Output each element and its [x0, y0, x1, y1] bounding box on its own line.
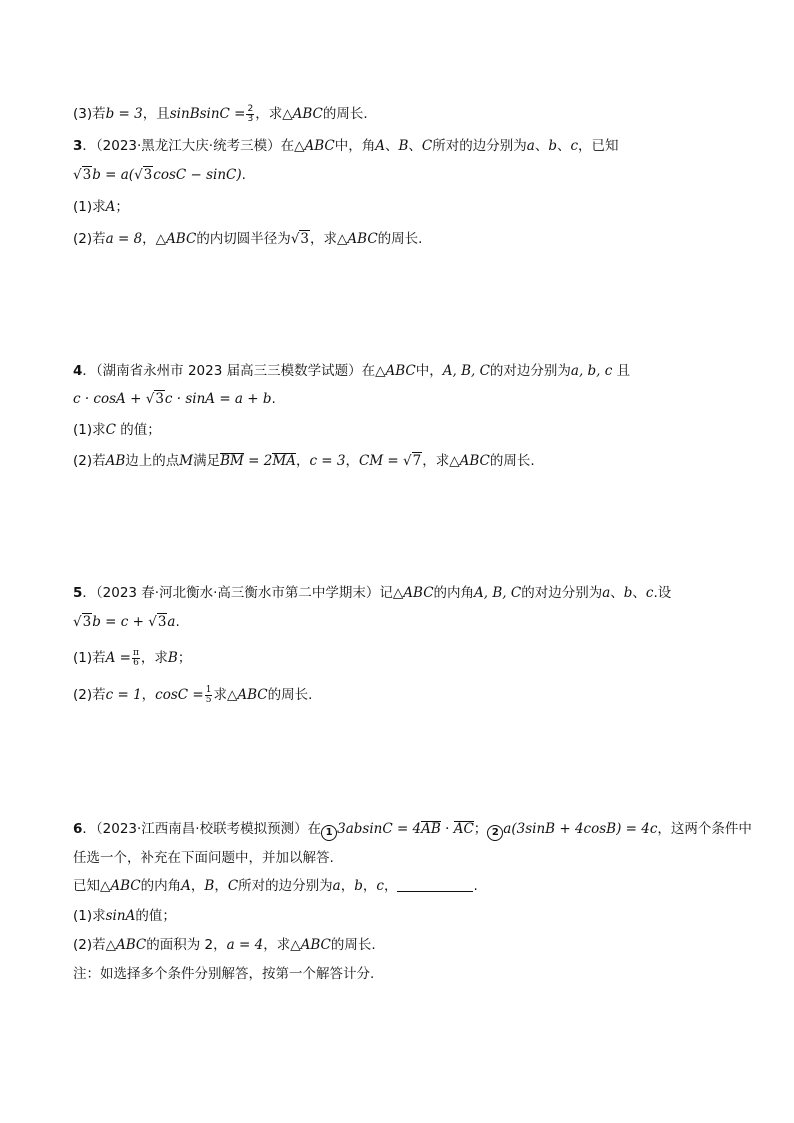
- problem-3-statement: 3．（2023·黑龙江大庆·统考三模）在△ABC中，角A、B、C所对的边分别为a、b、c，已知: [73, 138, 619, 154]
- problem-4-part-1: (1)求C 的值；: [73, 422, 161, 438]
- vector: AB: [421, 821, 441, 837]
- problem-3-equation: √3b = a(√3cosC − sinC).: [73, 167, 246, 183]
- problem-6-note: 注：如选择多个条件分别解答，按第一个解答计分.: [73, 966, 375, 982]
- circled-number-1: 1: [321, 825, 337, 841]
- problem-6-line-2: 任选一个，补充在下面问题中，并加以解答.: [73, 850, 334, 866]
- circled-number-2: 2: [487, 825, 503, 841]
- vector: MA: [272, 453, 296, 469]
- answer-blank[interactable]: [397, 878, 473, 892]
- problem-5-part-2: (2)若c = 1，cosC = $\frac{1}{5}$ 求△ABC的周长.: [73, 684, 313, 705]
- problem-2-part-3: (3)若b = 3，且sinBsinC = $\frac{2}{3}$ ，求△ABC的周长.: [73, 103, 368, 124]
- problem-5-equation: √3b = c + √3a.: [73, 614, 180, 630]
- problem-number: 3: [73, 138, 83, 154]
- problem-number: 6: [73, 821, 83, 837]
- fraction: $\frac{\pi}{6}$: [132, 647, 139, 668]
- problem-5-part-1: (1)若A = $\frac{\pi}{6}$ ，求B；: [73, 647, 192, 668]
- math-expression: b = 3: [105, 106, 143, 122]
- problem-5-statement: 5．（2023 春·河北衡水·高三衡水市第二中学期末）记△ABC的内角A, B, C的对边分别为a、b、c.设: [73, 585, 672, 601]
- problem-number: 4: [73, 363, 83, 379]
- vector: BM: [220, 453, 244, 469]
- problem-3-part-1: (1)求A；: [73, 199, 129, 215]
- problem-6-part-2: (2)若△ABC的面积为 2，a = 4，求△ABC的周长.: [73, 937, 376, 953]
- fraction: $\frac{1}{5}$: [205, 684, 212, 705]
- problem-source: ．（湖南省永州市 2023 届高三三模数学试题）在△: [82, 363, 386, 379]
- problem-4-statement: 4．（湖南省永州市 2023 届高三三模数学试题）在△ABC中，A, B, C的对边分别为a, b, c 且: [73, 363, 631, 379]
- problem-source: ．（2023·江西南昌·校联考模拟预测）在: [82, 821, 322, 837]
- problem-6-statement: 6．（2023·江西南昌·校联考模拟预测）在 1 3absinC = 4AB · AC； 2 a(3sinB + 4cosB) = 4c，这两个条件中: [73, 819, 752, 841]
- problem-6-line-3: 已知△ABC的内角A，B，C所对的边分别为a，b，c， .: [73, 878, 478, 894]
- problem-source: ．（2023 春·河北衡水·高三衡水市第二中学期末）记△: [82, 585, 404, 601]
- problem-3-part-2: (2)若a = 8，△ABC的内切圆半径为√3，求△ABC的周长.: [73, 231, 423, 247]
- problem-6-part-1: (1)求sinA的值；: [73, 908, 176, 924]
- fraction: $\frac{2}{3}$: [247, 103, 254, 124]
- sqrt: √3: [73, 167, 92, 183]
- part-label: (3): [73, 106, 93, 122]
- vector: AC: [453, 821, 474, 837]
- problem-4-equation: c · cosA + √3c · sinA = a + b.: [73, 391, 276, 407]
- problem-source: ．（2023·黑龙江大庆·统考三模）在△: [82, 138, 305, 154]
- problem-4-part-2: (2)若AB边上的点M满足BM = 2MA，c = 3，CM = √7，求△ABC的周长.: [73, 453, 535, 469]
- math-expression: sinBsinC =: [169, 106, 246, 122]
- problem-number: 5: [73, 585, 83, 601]
